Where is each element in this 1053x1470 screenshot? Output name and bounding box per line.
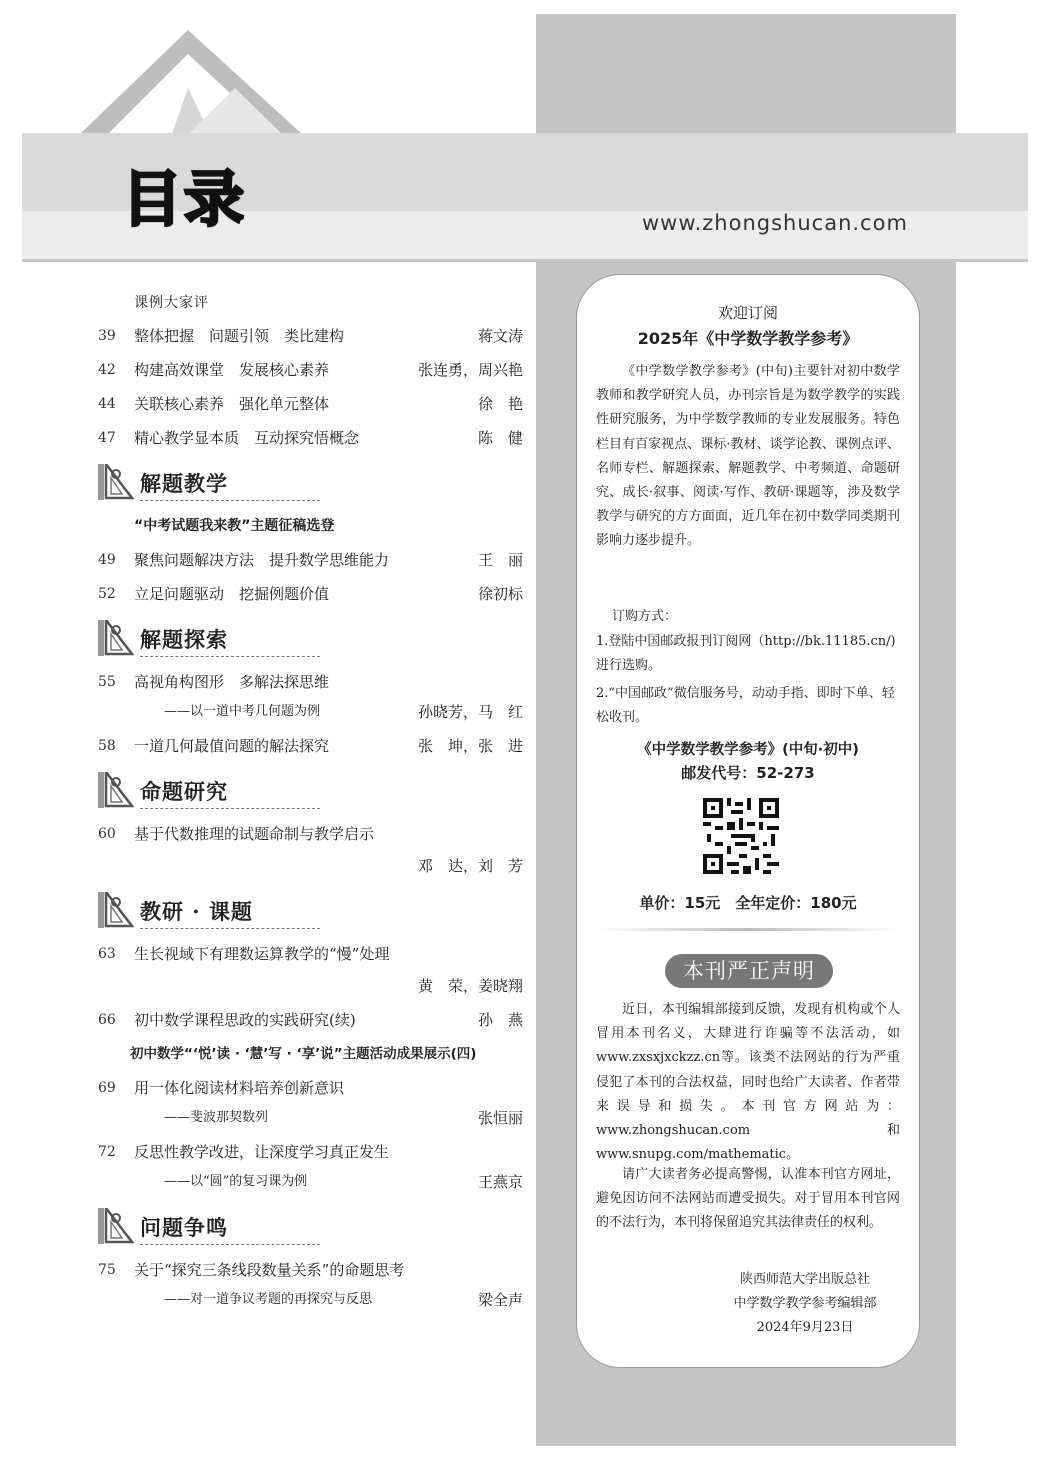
entry-author: 孙晓芳，马 红 [417,703,523,721]
section-title: 教研 · 课题 [140,899,253,924]
entry-title: 关联核心素养 强化单元整体 [134,395,330,413]
toc-entry[interactable] [98,550,523,570]
entry-author: 蒋文涛 [477,327,523,345]
section-title: 解题探索 [140,627,228,652]
header-divider [22,259,1028,262]
section-subtitle: “中考试题我来教”主题征稿选登 [134,518,335,534]
notice-date: 2024年9月23日 [756,1320,854,1335]
triangle-logo-icon [60,28,320,138]
dotted-rule [140,656,320,657]
toc-entry[interactable] [98,584,523,604]
toc-entry-subtitle [164,702,523,722]
entry-title: 聚焦问题解决方法 提升数学思维能力 [134,551,390,569]
entry-title: 一道几何最值问题的解法探究 [134,737,330,755]
dotted-rule [140,500,320,501]
entry-author: 孙 燕 [477,1011,523,1029]
entry-author: 王燕京 [477,1173,523,1191]
toc-entry[interactable] [98,326,523,346]
journal-heading: 2025年《中学数学教学参考》 [637,329,859,348]
publisher-name: 陕西师范大学出版总社 [739,1272,870,1287]
entry-author: 徐 艳 [477,395,523,413]
notice-paragraph-1: 近日，本刊编辑部接到反馈，发现有机构或个人冒用本刊名义，大肆进行诈骗等不法活动，如www.zxsxjxckzz.cn等。该类不法网站的行为严重侵犯了本刊的合法权益，同时也给广大读者、作者带来误导和损失。本刊官方网站为：www.zhongshucan.com 和 www.snupg.com/mathematic。 [596,1002,900,1163]
entry-title: 高视角构图形 多解法探思维 [134,673,330,691]
entry-author: 张恒丽 [477,1109,523,1127]
section-header-mingti-yanjiu [98,770,523,810]
toc-entry[interactable] [98,1260,523,1280]
site-url[interactable]: www.zhongshucan.com [642,211,908,235]
toc-entry[interactable] [98,360,523,380]
toc-entry[interactable] [98,1010,523,1030]
entry-title: 立足问题驱动 挖掘例题价值 [134,585,330,603]
post-code: 邮发代号：52-273 [681,764,815,782]
set-square-icon [98,620,134,656]
set-square-icon [98,892,134,928]
section-title: 命题研究 [140,779,228,804]
page-number: 58 [98,738,116,754]
page-number: 42 [98,362,116,378]
page-number: 69 [98,1080,116,1096]
toc-entry[interactable] [98,944,523,964]
page-number: 63 [98,946,116,962]
toc-entry[interactable] [98,672,523,692]
entry-title: 基于代数推理的试题命制与教学启示 [134,825,375,843]
section-header-wenti-zhengming [98,1206,523,1246]
page-title: 目录 [122,165,246,235]
entry-title: 反思性教学改进，让深度学习真正发生 [134,1143,390,1161]
entry-subtitle: ——斐波那契数列 [164,1110,269,1125]
page-number: 44 [98,396,116,412]
set-square-icon [98,1208,134,1244]
entry-author: 徐初标 [477,585,523,603]
page-number: 72 [98,1144,116,1160]
entry-author: 梁全声 [477,1291,523,1309]
table-of-contents [98,282,523,1324]
entry-title: 用一体化阅读材料培养创新意识 [134,1079,345,1097]
toc-entry[interactable] [98,1142,523,1162]
section-title: 问题争鸣 [140,1215,228,1240]
page-number: 52 [98,586,116,602]
section-header-jieti-jiaoxue [98,462,523,502]
toc-entry-subtitle [164,1108,523,1128]
page-number: 49 [98,552,116,568]
entry-subtitle: ——对一道争议考题的再探究与反思 [164,1292,373,1307]
entry-title: 精心教学显本质 互动探究悟概念 [134,429,360,447]
section-title: 解题教学 [140,471,228,496]
toc-entry[interactable] [98,394,523,414]
entry-author: 张 坤，张 进 [417,737,523,755]
set-square-icon [98,464,134,500]
section-header-jieti-tansuo [98,618,523,658]
entry-title: 构建高效课堂 发展核心素养 [134,361,330,379]
order-label: 订购方式： [612,609,678,624]
qr-code-icon[interactable] [703,798,779,874]
dotted-rule [140,808,320,809]
journal-edition: 《中学数学教学参考》(中旬·初中) [637,742,859,758]
price-line: 单价：15元 全年定价：180元 [639,894,857,912]
panel-divider [596,928,900,931]
dotted-rule [140,1244,320,1245]
order-method-1[interactable]: 1.登陆中国邮政报刊订阅网（http://bk.11185.cn/)进行选购。 [596,634,896,673]
entry-subtitle: ——以“圆”的复习课为例 [164,1174,308,1189]
page-number: 60 [98,826,116,842]
page-number: 75 [98,1262,116,1278]
notice-title-badge: 本刊严正声明 [665,954,833,988]
entry-title: 整体把握 问题引领 类比建构 [134,327,345,345]
notice-paragraph-2: 请广大读者务必提高警惕，认准本刊官方网址，避免因访问不法网站而遭受损失。对于冒用本刊官网的不法行为，本刊将保留追究其法律责任的权利。 [596,1167,900,1231]
entry-author: 邓 达，刘 芳 [417,857,523,875]
dotted-rule [140,928,320,929]
toc-entry-subtitle [164,1172,523,1192]
entry-author: 陈 健 [477,429,523,447]
toc-entry[interactable] [98,1078,523,1098]
journal-intro: 《中学数学教学参考》(中旬)主要针对初中数学教师和教学研究人员，办刊宗旨是为数学教学的实践性研究服务，为中学数学教师的专业发展服务。特色栏目有百家视点、课标·教材、谈学论教、课例点评、名师专栏、解题探索、解题教学、中考频道、命题研究、成长·叙事、阅读·写作、教研·课题等，涉及数学教学与研究的方方面面，近几年在初中数学同类期刊影响力逐步提升。 [596,364,900,549]
page-number: 39 [98,328,116,344]
welcome-heading: 欢迎订阅 [717,304,778,322]
page-number: 47 [98,430,116,446]
toc-entry[interactable] [98,824,523,844]
entry-title: 关于“探究三条线段数量关系”的命题思考 [134,1261,405,1279]
column-label: 课例大家评 [134,295,209,311]
order-method-2: 2.“中国邮政”微信服务号，动动手指、即时下单、轻松收刊。 [596,686,895,725]
editorial-dept: 中学数学教学参考编辑部 [733,1296,877,1311]
page-number: 66 [98,1012,116,1028]
section-header-jiaoyan-keti [98,890,523,930]
toc-entry[interactable] [98,736,523,756]
toc-entry-subtitle [164,1290,523,1310]
entry-author: 黄 荣，姜晓翔 [417,977,523,995]
toc-entry[interactable] [98,428,523,448]
section-subtitle: 初中数学“‘悦’读 · ‘慧’写 · ‘享’说”主题活动成果展示(四) [130,1046,477,1062]
entry-author: 张连勇，周兴艳 [417,361,523,379]
entry-subtitle: ——以一道中考几何题为例 [164,704,321,719]
entry-title: 生长视域下有理数运算教学的“慢”处理 [134,945,390,963]
page-number: 55 [98,674,116,690]
set-square-icon [98,772,134,808]
entry-title: 初中数学课程思政的实践研究(续) [134,1011,356,1029]
entry-author: 王 丽 [477,551,523,569]
